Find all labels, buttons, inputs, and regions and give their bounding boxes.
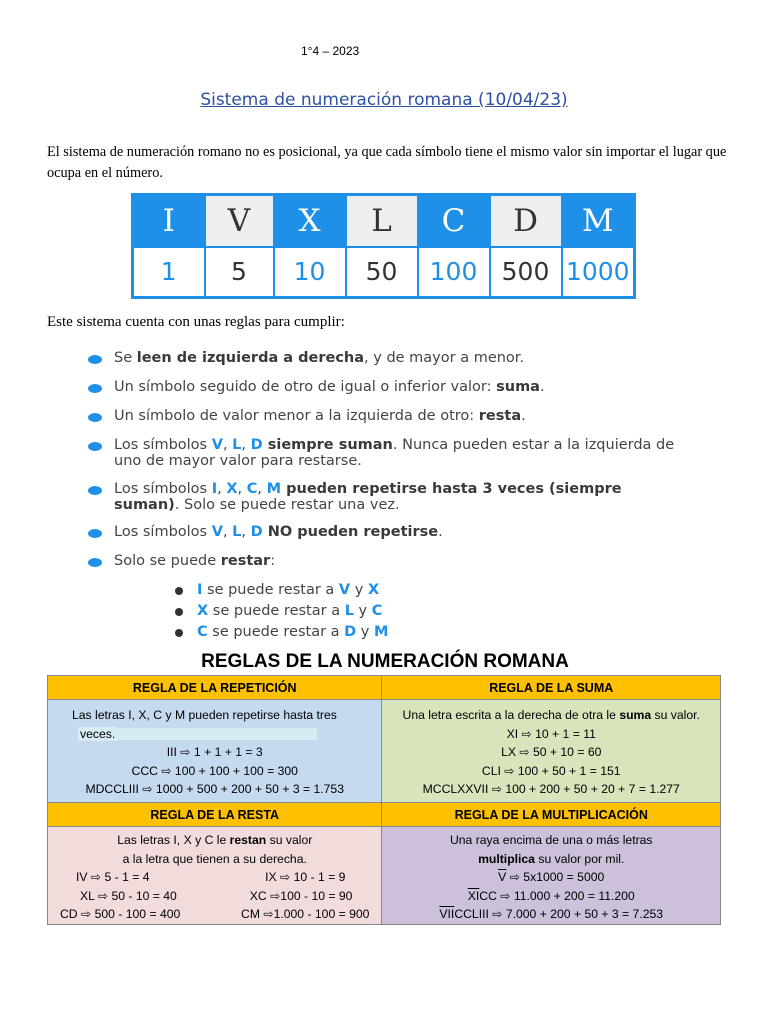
cell-line: MCCLXXVII ⇨ 100 + 200 + 50 + 20 + 7 = 1.277 — [422, 782, 680, 796]
value-row — [133, 247, 635, 298]
cell-line: Una letra escrita a la derecha de otra le suma su valor. — [402, 708, 700, 722]
table-row — [48, 676, 721, 700]
rule-text: Los símbolos I, X, C, M pueden repetirse hasta 3 veces (siempre suman). Solo se puede restar una vez. — [114, 481, 622, 513]
cell-line: Las letras I, X y C le restan su valor — [117, 833, 313, 847]
cell-line — [48, 725, 381, 744]
cell-line: IV ⇨ 5 - 1 = 4 IX ⇨ 10 - 1 = 9 — [76, 870, 346, 884]
cell-line: $\overline{VII}CCLIII$ ⇨ 7.000 + 200 + 50 + 3 = 7.253 — [439, 907, 664, 921]
page-title: Sistema de numeración romana (10/04/23) — [200, 90, 568, 110]
symbol-cell: M — [562, 195, 635, 247]
rules-table-title: REGLAS DE LA NUMERACIÓN ROMANA — [201, 651, 569, 672]
symbol-cell: D — [490, 195, 562, 247]
rule-text: Un símbolo de valor menor a la izquierda de otro: resta. — [114, 408, 526, 424]
rule-text: Solo se puede restar: — [114, 553, 276, 569]
rules-intro: Este sistema cuenta con unas reglas para cumplir: — [47, 314, 345, 330]
cell-line: XL ⇨ 50 - 10 = 40 XC ⇨100 - 10 = 90 — [80, 888, 353, 903]
rules-grid — [47, 675, 721, 925]
value-cell: 50 — [346, 247, 418, 298]
bullet-icon — [88, 442, 102, 451]
bullet-icon — [88, 529, 102, 538]
bullet-icon — [175, 608, 183, 616]
bullet-icon — [175, 587, 183, 595]
symbol-cell: X — [274, 195, 346, 247]
cell-line: CCC ⇨ 100 + 100 + 100 = 300 — [131, 763, 298, 778]
value-cell: 500 — [490, 247, 562, 298]
sum-header: REGLA DE LA SUMA — [382, 676, 721, 700]
cell-line: $\overline{V}$ ⇨ 5x1000 = 5000 — [498, 870, 605, 884]
repetition-cell — [48, 700, 382, 803]
course-year: 1°4 – 2023 — [301, 44, 360, 58]
symbol-cell: V — [205, 195, 274, 247]
table-row — [48, 700, 721, 803]
roman-symbol-table — [131, 193, 636, 299]
rule-text: Los símbolos V, L, D siempre suman. Nunca pueden estar a la izquierda de uno de mayor valor para restarse. — [114, 437, 675, 469]
value-cell: 1000 — [562, 247, 635, 298]
cell-line: $\overline{XI}CC$ ⇨ 11.000 + 200 = 11.200 — [467, 888, 635, 903]
table-row — [48, 827, 721, 925]
sub-rule-text: I se puede restar a V y X — [197, 582, 380, 598]
value-cell: 100 — [418, 247, 490, 298]
bullet-icon — [88, 558, 102, 567]
sub-rule-text: X se puede restar a L y C — [197, 603, 383, 619]
sub-rule-text: C se puede restar a D y M — [197, 624, 389, 640]
cell-line: III ⇨ 1 + 1 + 1 = 3 — [166, 745, 263, 759]
bullet-icon — [88, 413, 102, 422]
sum-cell — [382, 700, 721, 803]
rule-text: Se leen de izquierda a derecha, y de mayor a menor. — [114, 350, 525, 366]
cell-line: CLI ⇨ 100 + 50 + 1 = 151 — [481, 763, 621, 778]
table-row — [48, 803, 721, 827]
symbol-cell: I — [133, 195, 205, 247]
multiplication-cell — [382, 827, 721, 925]
value-cell: 10 — [274, 247, 346, 298]
repetition-header: REGLA DE LA REPETICIÓN — [48, 676, 382, 700]
highlighted-text: veces. — [80, 726, 116, 741]
rule-text: Los símbolos V, L, D NO pueden repetirse. — [114, 524, 443, 540]
cell-line: Una raya encima de una o más letras — [449, 833, 653, 847]
value-cell: 5 — [205, 247, 274, 298]
cell-line: a la letra que tienen a su derecha. — [122, 851, 307, 866]
bullet-icon — [88, 486, 102, 495]
cell-line: LX ⇨ 50 + 10 = 60 — [501, 745, 602, 759]
subtraction-cell — [48, 827, 382, 925]
rule-text: Un símbolo seguido de otro de igual o inferior valor: suma. — [114, 379, 545, 395]
cell-line: multiplica su valor por mil. — [478, 851, 625, 866]
bullet-icon — [88, 384, 102, 393]
bullet-icon — [175, 629, 183, 637]
cell-line: MDCCLIII ⇨ 1000 + 500 + 200 + 50 + 3 = 1.753 — [85, 782, 344, 796]
symbol-cell: L — [346, 195, 418, 247]
cell-line: XI ⇨ 10 + 1 = 11 — [506, 726, 596, 741]
value-cell: 1 — [133, 247, 205, 298]
intro-paragraph: El sistema de numeración romano no es posicional, ya que cada símbolo tiene el mismo valor sin importar el lugar que ocupa en el número. — [47, 144, 727, 181]
symbol-cell: C — [418, 195, 490, 247]
subtraction-header: REGLA DE LA RESTA — [48, 803, 382, 827]
highlight-bar — [117, 728, 317, 740]
cell-line: CD ⇨ 500 - 100 = 400 CM ⇨1.000 - 100 = 900 — [60, 907, 370, 921]
bullet-icon — [88, 355, 102, 364]
multiplication-header: REGLA DE LA MULTIPLICACIÓN — [382, 803, 721, 827]
cell-line: Las letras I, X, C y M pueden repetirse hasta tres — [72, 708, 337, 722]
symbol-row — [133, 195, 635, 247]
